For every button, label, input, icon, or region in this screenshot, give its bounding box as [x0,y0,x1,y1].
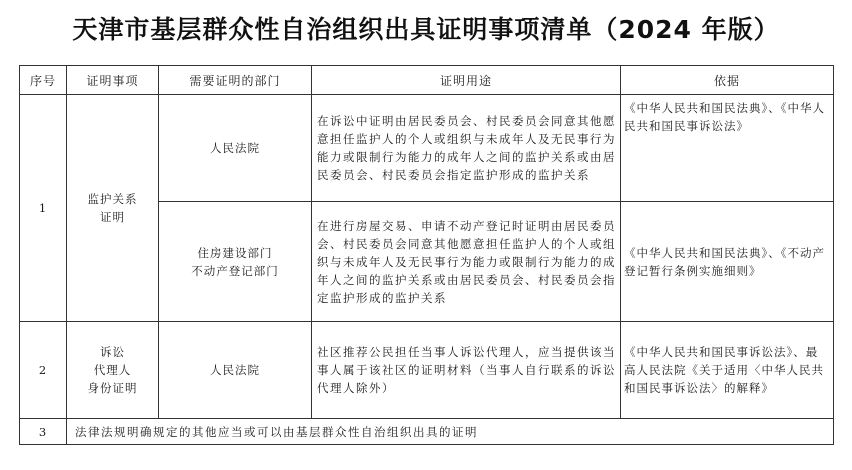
department-line: 人民法院 [210,363,260,377]
table-row [20,95,834,202]
item-line: 监护关系 [87,192,138,206]
header-purpose: 证明用途 [312,66,621,95]
header-no: 序号 [20,66,67,95]
item-line: 代理人 [93,363,132,377]
basis-cell: 《中华人民共和国民法典》、《不动产登记暂行条例实施细则》 [621,202,834,322]
row-number: 2 [20,322,67,419]
header-item: 证明事项 [67,66,159,95]
table-row [20,322,834,419]
row-number: 3 [20,419,67,445]
table-row [20,419,834,445]
certificate-item [67,322,159,419]
certificate-item [67,95,159,322]
department-line: 住房建设部门 [197,245,273,260]
header-dept: 需要证明的部门 [159,66,312,95]
table-header-row [20,66,834,95]
purpose-cell: 在诉讼中证明由居民委员会、村民委员会同意其他愿意担任监护人的个人或组织与未成年人及无民事行为能力或限制行为能力的成年人之间的监护关系或由居民委员会、村民委员会指定监护形成的监护关系 [312,95,621,202]
item-line: 身份证明 [87,381,138,395]
department-line: 人民法院 [210,141,260,155]
row-number: 1 [20,95,67,322]
page-title: 天津市基层群众性自治组织出具证明事项清单（2024 年版） [72,15,780,44]
item-line: 证明 [100,210,125,224]
purpose-cell: 社区推荐公民担任当事人诉讼代理人，应当提供该当事人属于该社区的证明材料（当事人自行联系的诉讼代理人除外） [312,322,621,419]
basis-cell: 《中华人民共和国民法典》、《中华人民共和国民事诉讼法》 [621,95,834,202]
department-cell [159,322,312,419]
header-basis: 依据 [621,66,834,95]
certificate-list-table [19,65,834,445]
other-certificates-text: 法律法规明确规定的其他应当或可以由基层群众性自治组织出具的证明 [67,419,834,445]
department-cell [159,95,312,202]
department-line: 不动产登记部门 [191,263,279,278]
purpose-cell: 在进行房屋交易、申请不动产登记时证明由居民委员会、村民委员会同意其他愿意担任监护人的个人或组织与未成年人及无民事行为能力或限制行为能力的成年人之间的监护关系或由居民委员会、村民委员会指定监护形成的监护关系 [312,202,621,322]
basis-cell: 《中华人民共和国民事诉讼法》、最高人民法院《关于适用〈中华人民共和国民事诉讼法〉的解释》 [621,322,834,419]
item-line: 诉讼 [100,345,125,359]
department-cell [159,202,312,322]
